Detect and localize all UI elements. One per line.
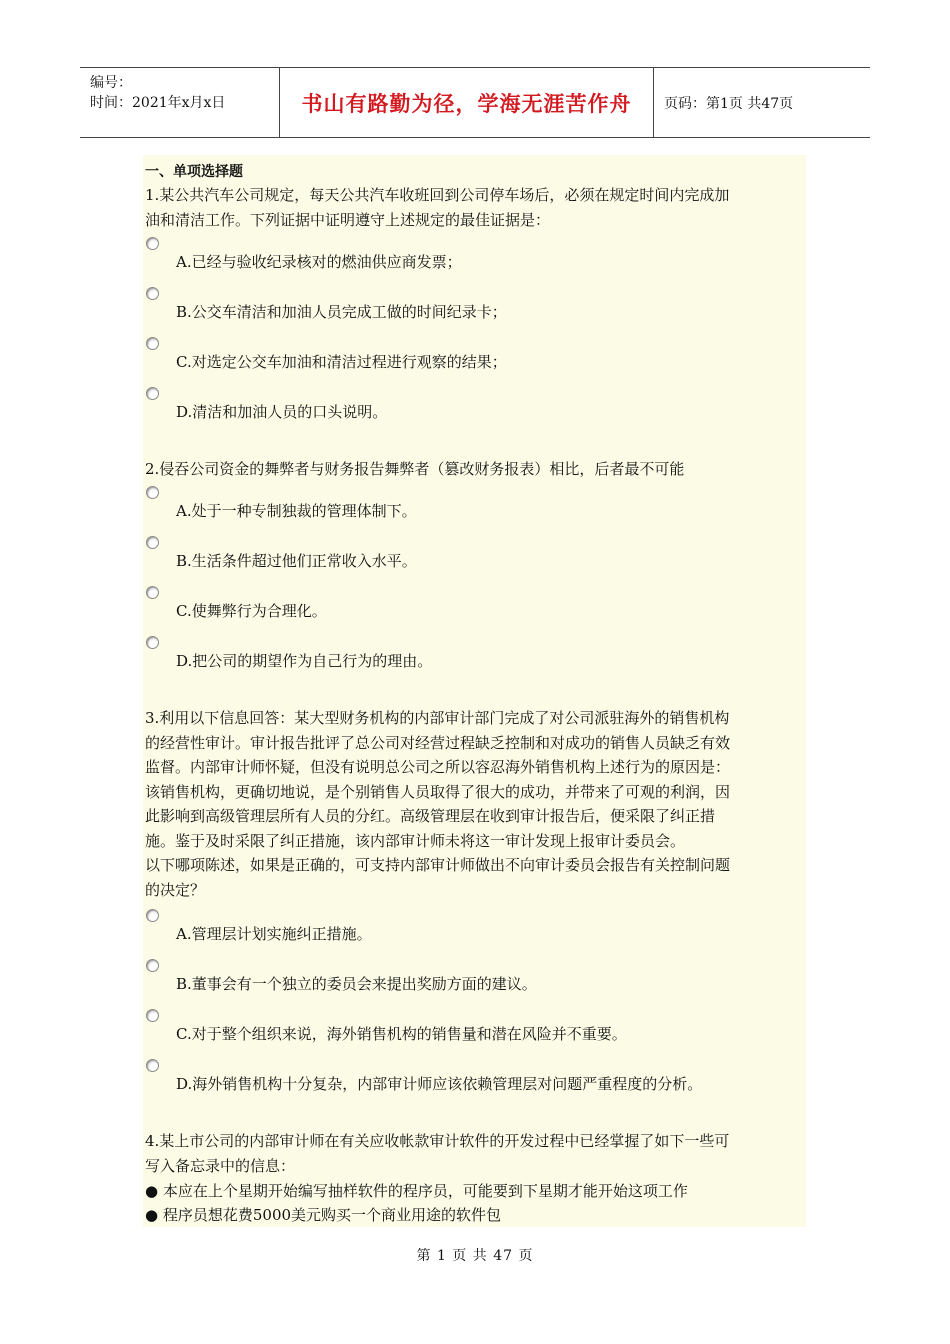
option-label: A.处于一种专制独裁的管理体制下。 <box>176 502 417 520</box>
question-stem <box>145 457 803 482</box>
page-label: 页码：第1页 共47页 <box>664 95 794 112</box>
stem-line: 的经营性审计。审计报告批评了总公司对经营过程缺乏控制和对成功的销售人员缺乏有效 <box>145 733 731 752</box>
radio-button[interactable] <box>146 337 159 350</box>
radio-button[interactable] <box>146 636 159 649</box>
option-row[interactable] <box>143 909 803 957</box>
bullet-item: ● 本应在上个星期开始编写抽样软件的程序员，可能要到下星期才能开始这项工作 <box>145 1182 688 1200</box>
page-header <box>80 67 870 138</box>
stem-line: 此影响到高级管理层所有人员的分红。高级管理层在收到审计报告后，便采限了纠正措 <box>145 807 716 825</box>
bullet-item: ● 程序员想花费5000美元购买一个商业用途的软件包 <box>145 1206 502 1224</box>
question-stem <box>145 706 803 902</box>
option-row[interactable] <box>143 237 803 285</box>
option-row[interactable] <box>143 287 803 335</box>
stem-line: 4.某上市公司的内部审计师在有关应收帐款审计软件的开发过程中已经掌握了如下一些可 <box>145 1132 730 1150</box>
radio-button[interactable] <box>146 486 159 499</box>
stem-line: 施。鉴于及时采限了纠正措施，该内部审计师未将这一审计发现上报审计委员会。 <box>145 831 686 850</box>
radio-button[interactable] <box>146 959 159 972</box>
stem-line: 的决定？ <box>145 880 206 899</box>
stem-line: 以下哪项陈述，如果是正确的，可支持内部审计师做出不向审计委员会报告有关控制问题 <box>145 856 731 874</box>
stem-line: 油和清洁工作。下列证据中证明遵守上述规定的最佳证据是： <box>145 210 551 229</box>
stem-line: 写入备忘录中的信息： <box>145 1156 296 1175</box>
option-row[interactable] <box>143 486 803 534</box>
question-stem <box>145 1129 803 1178</box>
motto: 书山有路勤为径，学海无涯苦作舟 <box>301 90 632 116</box>
radio-button[interactable] <box>146 909 159 922</box>
option-row[interactable] <box>143 536 803 584</box>
option-label: C.对选定公交车加油和清洁过程进行观察的结果； <box>176 353 507 371</box>
option-row[interactable] <box>143 636 803 684</box>
option-row[interactable] <box>143 1059 803 1107</box>
radio-button[interactable] <box>146 1009 159 1022</box>
section-title: 一、单项选择题 <box>145 164 243 180</box>
radio-button[interactable] <box>146 387 159 400</box>
page-footer: 第 1 页 共 47 页 <box>416 1248 534 1264</box>
option-label: B.公交车清洁和加油人员完成工做的时间纪录卡； <box>176 303 507 321</box>
question-stem <box>145 183 803 232</box>
question-area <box>143 155 806 1227</box>
radio-button[interactable] <box>146 237 159 250</box>
option-row[interactable] <box>143 1009 803 1057</box>
option-row[interactable] <box>143 586 803 634</box>
radio-button[interactable] <box>146 536 159 549</box>
option-label: B.生活条件超过他们正常收入水平。 <box>176 552 417 570</box>
header-page-cell <box>654 68 870 137</box>
option-label: B.董事会有一个独立的委员会来提出奖励方面的建议。 <box>176 975 537 993</box>
option-label: D.海外销售机构十分复杂，内部审计师应该依赖管理层对问题严重程度的分析。 <box>176 1075 703 1093</box>
serial-label: 编号： <box>90 75 132 91</box>
radio-button[interactable] <box>146 586 159 599</box>
header-info <box>80 68 280 137</box>
stem-line: 该销售机构，更确切地说，是个别销售人员取得了很大的成功，并带来了可观的利润，因 <box>145 782 731 801</box>
time-label: 时间：2021年x月x日 <box>90 95 226 111</box>
option-label: A.管理层计划实施纠正措施。 <box>176 925 372 943</box>
option-label: D.把公司的期望作为自己行为的理由。 <box>176 652 433 670</box>
stem-line: 3.利用以下信息回答：某大型财务机构的内部审计部门完成了对公司派驻海外的销售机构 <box>145 709 730 727</box>
option-row[interactable] <box>143 387 803 435</box>
stem-line: 1.某公共汽车公司规定，每天公共汽车收班回到公司停车场后，必须在规定时间内完成加 <box>145 186 730 204</box>
stem-line: 2.侵吞公司资金的舞弊者与财务报告舞弊者（篡改财务报表）相比，后者最不可能 <box>145 460 685 478</box>
option-row[interactable] <box>143 337 803 385</box>
radio-button[interactable] <box>146 1059 159 1072</box>
option-label: A.已经与验收纪录核对的燃油供应商发票； <box>176 253 462 271</box>
option-row[interactable] <box>143 959 803 1007</box>
header-motto-cell <box>280 68 654 137</box>
option-label: C.使舞弊行为合理化。 <box>176 602 327 620</box>
radio-button[interactable] <box>146 287 159 300</box>
option-label: D.清洁和加油人员的口头说明。 <box>176 403 388 421</box>
option-label: C.对于整个组织来说，海外销售机构的销售量和潜在风险并不重要。 <box>176 1025 627 1043</box>
stem-line: 监督。内部审计师怀疑，但没有说明总公司之所以容忍海外销售机构上述行为的原因是： <box>145 758 731 776</box>
